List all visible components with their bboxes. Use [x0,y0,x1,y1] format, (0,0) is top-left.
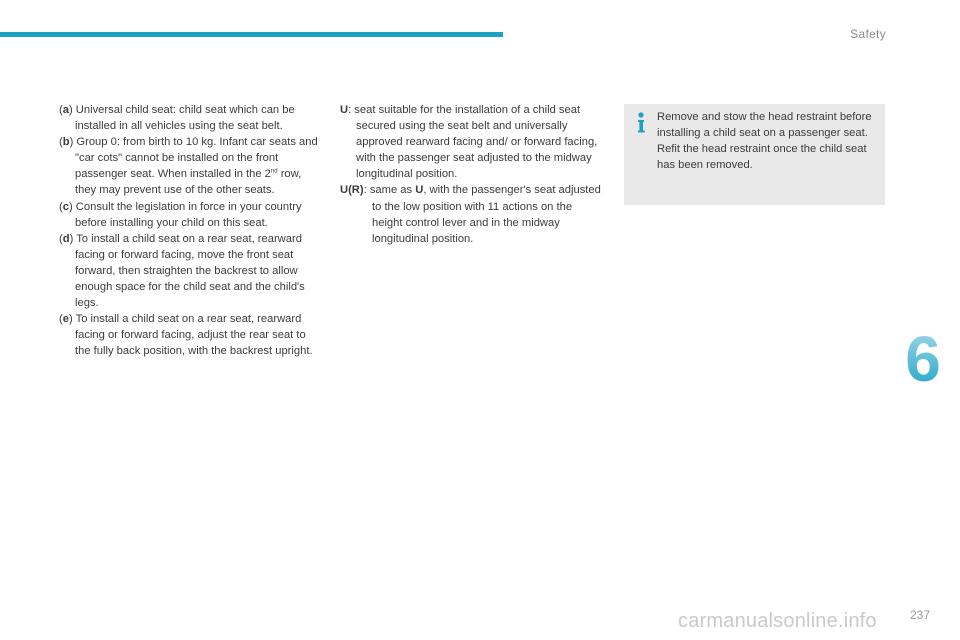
legend-item-ur [340,182,605,246]
legend-key: U [340,104,349,116]
section-title: Safety [850,27,886,41]
legend-key: c [62,200,69,213]
legend-text: ) Consult the legislation in force in your country before installing your child on this seat. [68,200,302,229]
info-note-box [624,104,885,205]
header-accent-bar [0,32,503,37]
watermark: carmanualsonline.info [678,610,877,632]
info-icon [636,112,646,134]
legend-text: ) To install a child seat on a rear seat, rearward facing or forward facing, adjust the rear seat to the fully back position, with the backrest upright. [68,313,313,358]
legend-text: ) To install a child seat on a rear seat, rearward facing or forward facing, move the front seat forward, then straighten the backrest to allow enough space for the child seat and the child's legs. [69,232,305,310]
legend-text-cont: , with the passenger's seat adjusted to the low position with 11 actions on the height control lever and in the midway longitudinal position. [372,184,601,245]
legend-key: U(R) [340,184,364,197]
page-number: 237 [910,608,931,622]
legend-item-b: (b) Group 0: from birth to 10 kg. Infant car seats and "car cots" cannot be installed on the front passenger seat. When installed in the 2nd row, they may prevent use of the other seats. [59,136,318,197]
child-seat-legend-left [59,102,321,360]
legend-key: e [62,313,69,326]
legend-item-c: (c) Consult the legislation in force in your country before installing your child on this seat. [59,200,302,229]
legend-text: : same as [363,184,416,197]
chapter-number [900,326,946,388]
legend-item-u [340,102,605,182]
legend-text: ) Group 0: from birth to 10 kg. Infant car seats and "car cots" cannot be installed on the front passenger seat. When installed in the 2 [69,136,318,181]
legend-key: b [62,136,70,149]
child-seat-legend-right [340,102,605,247]
legend-item-e: (e) To install a child seat on a rear seat, rearward facing or forward facing, adjust the rear seat to the fully back position, with the backrest upright. [59,313,313,358]
legend-item-d: (d) To install a child seat on a rear seat, rearward facing or forward facing, move the front seat forward, then straighten the backrest to allow enough space for the child seat and the child's legs. [59,232,305,310]
info-note-text: Remove and stow the head restraint before installing a child seat on a passenger seat. Refit the head restraint once the child seat has been removed. [657,111,872,172]
legend-text: : seat suitable for the installation of a child seat secured using the seat belt and universally approved rearward facing and/ or forward facing, with the passenger seat adjusted to the midway longitudinal position. [348,104,598,181]
legend-superscript: nd [270,168,278,175]
legend-item-a: (a) Universal child seat: child seat which can be installed in all vehicles using the seat belt. [59,104,295,133]
legend-key: a [62,104,69,116]
legend-text: ) Universal child seat: child seat which can be installed in all vehicles using the seat belt. [68,104,295,133]
chapter-number-text: 6 [905,326,941,388]
legend-text-cont: row, they may prevent use of the other seats. [75,168,302,197]
legend-ref: U [415,184,424,197]
legend-key: d [62,232,70,245]
